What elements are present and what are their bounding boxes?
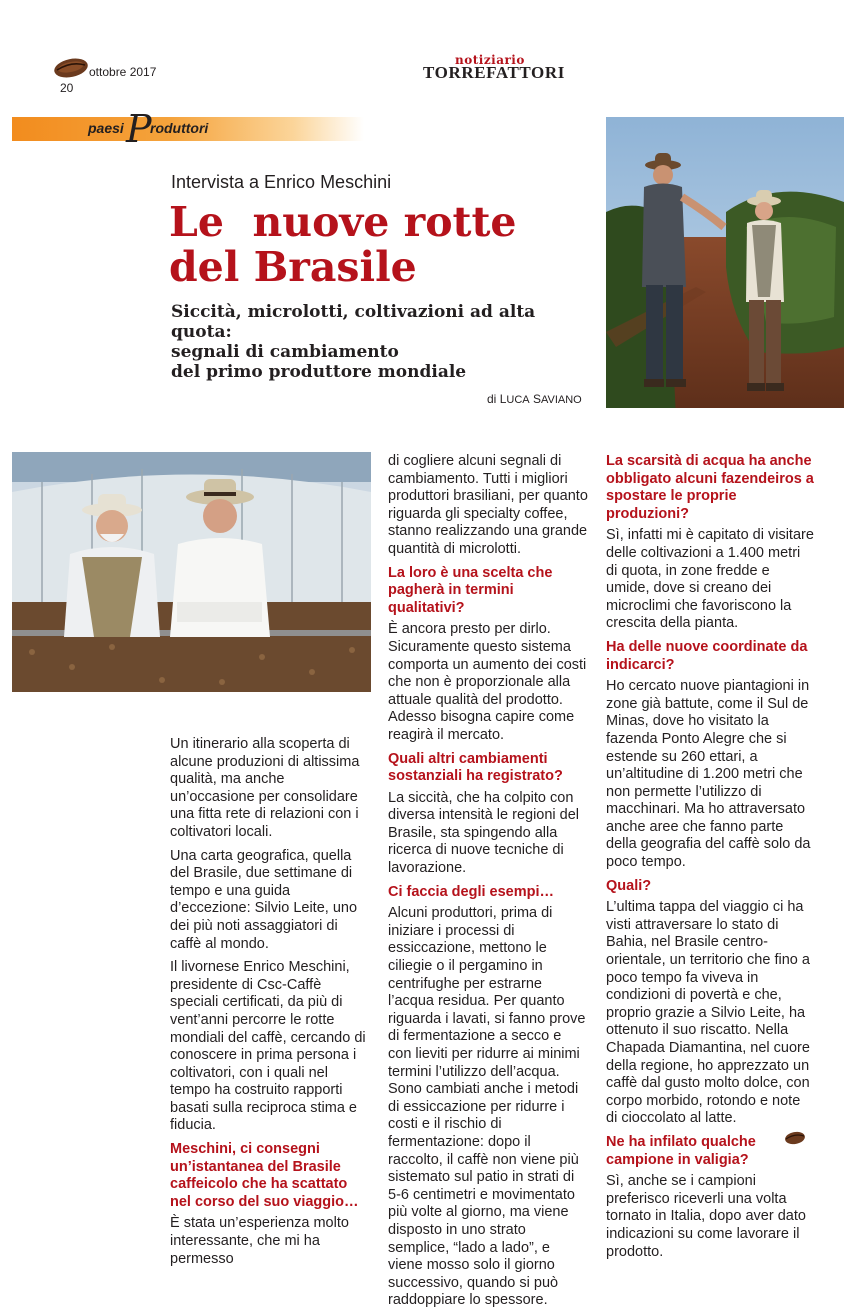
author-name: LUCA SAVIANO [499, 392, 582, 406]
interview-question: Ci faccia degli esempi… [388, 883, 555, 900]
article-column-2 [388, 453, 588, 1316]
section-label-initial: P [126, 107, 152, 151]
masthead-subtitle: notiziario [455, 53, 525, 67]
paragraph: L’ultima tappa del viaggio ci ha visti attraversare lo stato di Bahia, nel Brasile centro-orientale, un territorio che fino a poco tempo fa viveva in condizioni di povertà e che, proprio grazie a Silvio Leite, ha ottenuto il suo riscatto. Nella Chapada Diamantina, nel cuore della regione, ho apprezzato un caffè dal gusto molto dolce, con corpo morbido, rotondo e note di cioccolato al latte. [606, 899, 810, 1127]
paragraph: Sì, anche se i campioni preferisco riceverli una volta tornato in Italia, dopo aver dato indicazioni su come lavorare il prodotto. [606, 1173, 806, 1260]
article-standfirst [171, 302, 601, 382]
interview-question: La loro è una scelta che pagherà in termini qualitativi? [388, 564, 553, 616]
article-column-1 [170, 736, 368, 1274]
byline-prefix: di [487, 392, 497, 406]
plantation-photo [606, 117, 844, 408]
paragraph: È ancora presto per dirlo. Sicuramente questo sistema comporta un aumento dei costi che non è proporzionale alla attuale qualità del prodotto. Adesso bisogna capire come reagirà il mercato. [388, 621, 587, 743]
standfirst-line-1: Siccità, microlotti, coltivazioni ad alta quota: [171, 302, 536, 342]
paragraph: di cogliere alcuni segnali di cambiamento. Tutti i migliori produttori brasiliani, per quanto riguarda gli specialty coffee, stanno realizzando una grande quantità di microlotti. [388, 453, 588, 557]
interview-question: Meschini, ci consegni un’istantanea del Brasile caffeicolo che ha scattato nel corso del suo viaggio… [170, 1141, 359, 1210]
standfirst-line-2: segnali di cambiamento [171, 342, 399, 362]
headline-line-2: del Brasile [169, 243, 417, 291]
page-number: 20 [60, 81, 74, 95]
interview-question: Quali? [606, 877, 652, 894]
standfirst-line-3: del primo produttore mondiale [171, 362, 467, 382]
masthead-title: TORREFATTORI [423, 63, 565, 82]
interview-question: La scarsità di acqua ha anche obbligato alcuni fazendeiros a spostare le proprie produzioni? [606, 453, 814, 522]
paragraph: La siccità, che ha colpito con diversa intensità le regioni del Brasile, sta spingendo alla ricerca di nuove tecniche di lavorazione. [388, 789, 580, 877]
interview-question: Quali altri cambiamenti sostanziali ha registrato? [388, 750, 563, 785]
article-kicker: Intervista a Enrico Meschini [171, 172, 392, 192]
coffee-bean-logo-icon [52, 56, 90, 80]
article-headline [169, 200, 599, 290]
paragraph: Un itinerario alla scoperta di alcune produzioni di altissima qualità, ma anche un’occasione per consolidare una fitta rete di relazioni con i coltivatori locali. [170, 736, 360, 840]
paragraph: Ho cercato nuove piantagioni in zone già battute, come il Sul de Minas, dove ho visitato la fazenda Ponto Alegre che si estende su 260 ettari, a un’altitudine di 1.200 metri che non permette l’utilizzo di macchinari. Ma ho attraversato anche aree che fanno parte della geografia del caffè solo da poco tempo. [606, 678, 811, 871]
interview-question: Ha delle nuove coordinate da indicarci? [606, 638, 808, 673]
paragraph: Una carta geografica, quella del Brasile, due settimane di tempo e una guida d’eccezione: Silvio Leite, uno dei più noti assaggiatori di caffè al mondo. [170, 847, 358, 952]
paragraph: Il livornese Enrico Meschini, presidente di Csc-Caffè speciali certificati, da più di vent’anni percorre le rotte mondiali del caffè, cercando di conoscere in prima persona i coltivatori, con i quali nel tempo ha costruito rapporti basati sulla reciproca stima e fiducia. [170, 959, 366, 1134]
section-label-produttori: roduttori [150, 120, 209, 136]
paragraph: Alcuni produttori, prima di iniziare i processi di essiccazione, mettono le ciliegie o il pergamino in centrifughe per estrarne l’acqua residua. Per quanto riguarda i lavati, si fanno prove di fermentazione a secco e con lieviti per ridurre ai minimi termini l’utilizzo dell’acqua. Sono cambiati anche i metodi di essiccazione per ridurre i costi e il rischio di fermentazione: dopo il raccolto, il caffè non viene più sistemato sul patio in strati di 5-6 centimetri e movimentato più volte al giorno, ma viene disposto in uno strato semplice, “lado a lado”, e viene mosso solo il giorno successivo, quando si può raddoppiare lo spessore. [388, 905, 586, 1309]
end-of-article-bean-icon [784, 1131, 806, 1145]
article-byline [487, 392, 582, 406]
issue-date: ottobre 2017 [89, 65, 157, 79]
paragraph: È stata un’esperienza molto interessante, che mi ha permesso [170, 1215, 349, 1267]
section-label-paesi: paesi [88, 120, 124, 136]
interview-question: Ne ha infilato qualche campione in valigia? [606, 1133, 756, 1168]
drying-patio-photo [12, 452, 371, 692]
article-column-3 [606, 453, 814, 1267]
headline-line-1: Le nuove rotte [169, 198, 517, 246]
paragraph: Sì, infatti mi è capitato di visitare delle coltivazioni a 1.400 metri di quota, in zone fredde e umide, dove si creano dei microclimi che favoriscono la crescita della pianta. [606, 527, 814, 632]
